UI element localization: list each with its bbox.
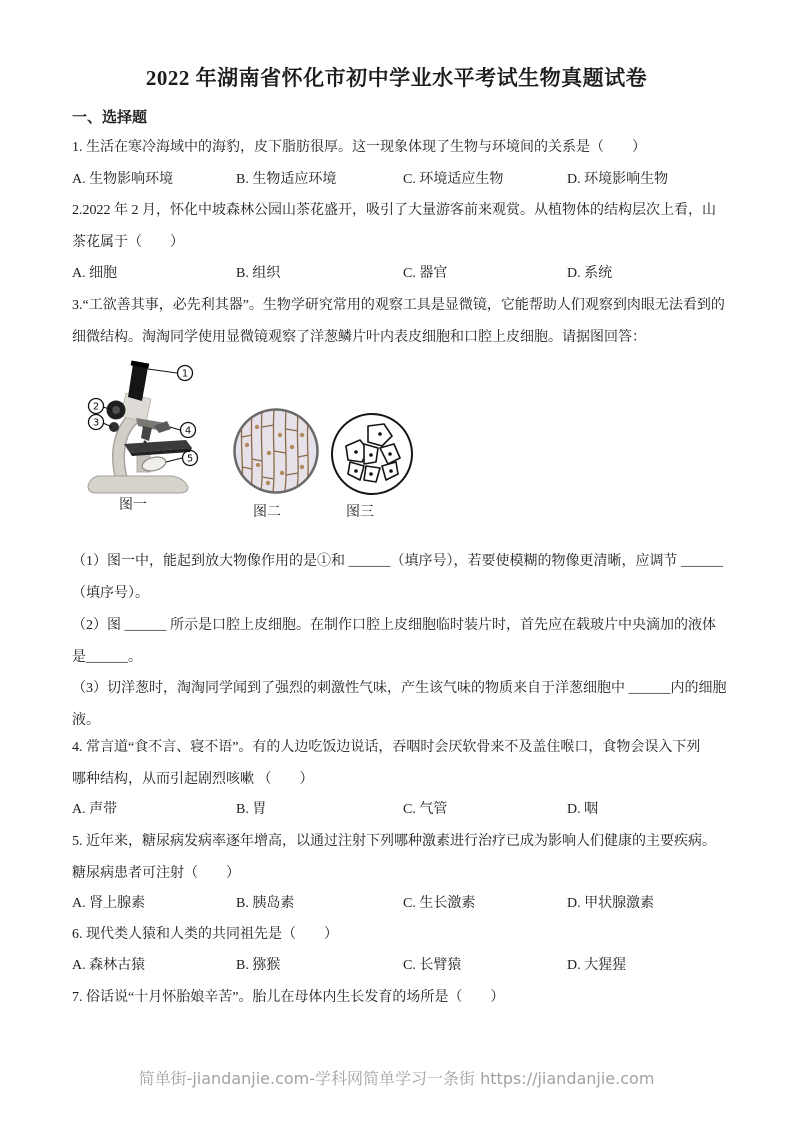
option-c: C. 环境适应生物 xyxy=(403,172,504,187)
option-b: B. 猕猴 xyxy=(236,958,281,973)
microscope-label-1: 1 xyxy=(181,368,189,380)
figure-1-caption: 图一 xyxy=(119,498,147,513)
option-a: A. 生物影响环境 xyxy=(72,172,174,187)
watermark-footer: 简单街-jiandanjie.com-学科网简单学习一条街 https://jiandanjie.com xyxy=(138,1069,655,1088)
question-5-text-line2: 糖尿病患者可注射（ ） xyxy=(72,866,240,881)
question-3-sub3-line1: （3）切洋葱时，淘淘同学闻到了强烈的刺激性气味，产生该气味的物质来自于洋葱细胞中 ______内的细胞 xyxy=(72,681,727,696)
question-2-options xyxy=(72,262,732,282)
question-7-text: 7. 俗话说“十月怀胎娘辛苦”。胎儿在母体内生长发育的场所是（ ） xyxy=(72,990,505,1005)
question-4-options xyxy=(72,798,732,818)
section-heading: 一、选择题 xyxy=(72,110,148,126)
figure-3-caption: 图三 xyxy=(346,505,374,520)
question-1-text: 1. 生活在寒冷海域中的海豹，皮下脂肪很厚。这一现象体现了生物与环境间的关系是（ ） xyxy=(72,140,646,155)
question-3-sub1-line2: （填序号）。 xyxy=(72,586,149,601)
option-a: A. 森林古猿 xyxy=(72,958,146,973)
question-3-sub3-line2: 液。 xyxy=(72,713,100,728)
question-4-text-line2: 哪种结构，从而引起剧烈咳嗽 （ ） xyxy=(72,772,314,787)
question-3-sub1-line1: （1）图一中，能起到放大物像作用的是①和 ______（填序号），若要使模糊的物像更清晰，应调节 ______ xyxy=(72,554,723,569)
oral-cells-drawing xyxy=(330,412,414,496)
question-6-options xyxy=(72,954,732,974)
option-d: D. 咽 xyxy=(567,802,599,817)
option-c: C. 气管 xyxy=(403,802,448,817)
question-3-text-line2: 细微结构。淘淘同学使用显微镜观察了洋葱鳞片叶内表皮细胞和口腔上皮细胞。请据图回答： xyxy=(72,330,646,345)
figure-1-microscope-image xyxy=(80,360,205,500)
figure-3-oral-cells-image xyxy=(330,412,414,496)
microscope-illustration xyxy=(80,360,205,500)
option-d: D. 大猩猩 xyxy=(567,958,627,973)
question-2-text-line1: 2.2022 年 2 月，怀化中坡森林公园山茶花盛开，吸引了大量游客前来观赏。从植物体的结构层次上看，山 xyxy=(72,203,716,218)
option-c: C. 器官 xyxy=(403,266,448,281)
option-c: C. 长臂猿 xyxy=(403,958,462,973)
option-a: A. 声带 xyxy=(72,802,118,817)
question-3-sub2-line2: 是______。 xyxy=(72,650,142,665)
option-a: A. 细胞 xyxy=(72,266,118,281)
question-5-text-line1: 5. 近年来，糖尿病发病率逐年增高，以通过注射下列哪种激素进行治疗已成为影响人们健康的主要疾病。 xyxy=(72,834,716,849)
page-title: 2022 年湖南省怀化市初中学业水平考试生物真题试卷 xyxy=(145,66,648,90)
option-b: B. 胃 xyxy=(236,802,267,817)
microscope-label-5: 5 xyxy=(186,453,194,465)
question-6-text: 6. 现代类人猿和人类的共同祖先是（ ） xyxy=(72,927,338,942)
figure-2-onion-cells-image xyxy=(232,407,320,495)
option-a: A. 肾上腺素 xyxy=(72,896,146,911)
microscope-label-3: 3 xyxy=(92,417,100,429)
microscope-label-2: 2 xyxy=(92,401,100,413)
figure-2-caption: 图二 xyxy=(253,505,281,520)
option-b: B. 胰岛素 xyxy=(236,896,295,911)
option-d: D. 环境影响生物 xyxy=(567,172,669,187)
microscope-label-4: 4 xyxy=(184,425,192,437)
option-c: C. 生长激素 xyxy=(403,896,476,911)
question-3-sub2-line1: （2）图 ______ 所示是口腔上皮细胞。在制作口腔上皮细胞临时装片时，首先应在载玻片中央滴加的液体 xyxy=(72,618,716,633)
onion-cells-micrograph xyxy=(232,407,320,495)
question-4-text-line1: 4. 常言道“食不言、寝不语”。有的人边吃饭边说话，吞咽时会厌软骨来不及盖住喉口，食物会误入下列 xyxy=(72,740,701,755)
question-3-text-line1: 3.“工欲善其事，必先利其器”。生物学研究常用的观察工具是显微镜，它能帮助人们观察到肉眼无法看到的 xyxy=(72,298,725,313)
option-b: B. 组织 xyxy=(236,266,281,281)
question-1-options xyxy=(72,168,732,188)
question-5-options xyxy=(72,892,732,912)
question-2-text-line2: 茶花属于（ ） xyxy=(72,235,184,250)
option-d: D. 系统 xyxy=(567,266,613,281)
option-d: D. 甲状腺激素 xyxy=(567,896,655,911)
option-b: B. 生物适应环境 xyxy=(236,172,337,187)
